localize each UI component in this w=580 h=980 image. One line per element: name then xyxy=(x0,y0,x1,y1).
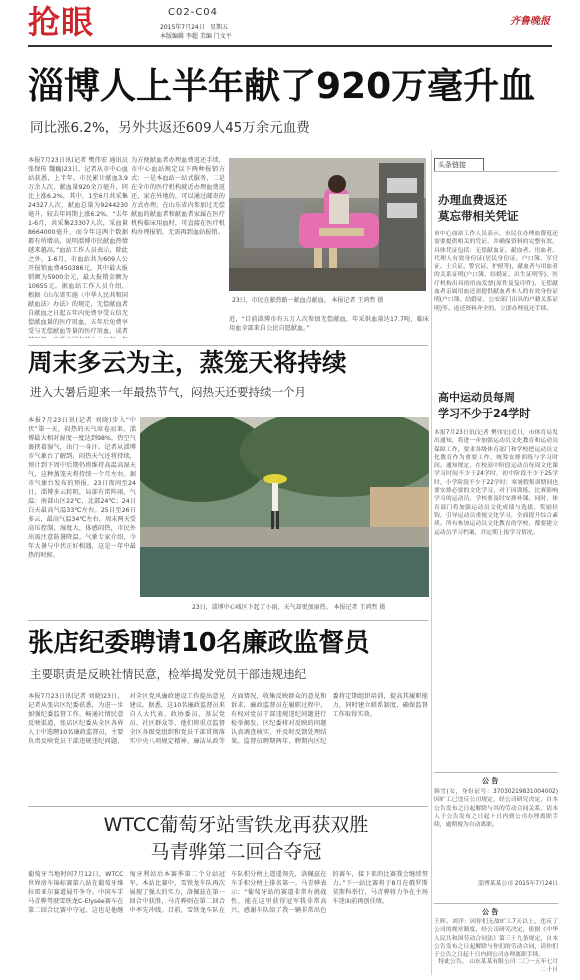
page-range: C02-C04 xyxy=(168,7,219,18)
notice2-body: 王晖、刘洋：因你们无故旷工7天以上，违反了公司的规章制度，经公司研究决定，依据《中华人民共和国劳动合同法》第三十九条规定，自本公告发布之日起解除与你们的劳动合同，请你们于公告之日起十日内到公司办理离职手续。 xyxy=(434,919,558,958)
story1-body-col1 xyxy=(28,156,128,338)
sidebar1-rule xyxy=(434,171,558,172)
sidebar1-body: 市中心血站工作人员表示，市民在办理血费返还需要提供相关的凭证，并确保资料的完整有效。具体凭证包括：无偿献血证、献血者、用血者、代理人有效身份证(居民身份证、户口簿、军官证、士兵证、警官证、护照等)，献血者与用血者的关系证明(户口簿、结婚证、出生证明等)，医疗机构出具的用血发票(原件及复印件)、无偿献血者亲属用血还需提供献血者本人的有效身份证明(户口簿、结婚证、公安部门出具的户籍关系证明)等。返还资料齐全的，立即办理返还手续。 xyxy=(434,231,558,312)
sidebar1-headline-2: 莫忘带相关凭证 xyxy=(438,209,519,223)
issue-date: 2015年7月24日 xyxy=(160,24,205,31)
sidebar2-headline-2: 学习不少于24学时 xyxy=(438,407,531,420)
story1-body-col2 xyxy=(131,156,225,338)
sidebar1-kicker: 头条链接 xyxy=(434,158,484,172)
sidebar1 xyxy=(434,158,558,340)
notice2-rule xyxy=(434,903,558,904)
story2-headline: 周末多云为主，蒸笼天将持续 xyxy=(28,348,347,377)
right-column-divider xyxy=(431,150,432,975)
notice1-sign: 淄博某某公司 2015年7月24日 xyxy=(478,881,558,887)
story3-text: 23日，记者从张店区纪委获悉，为进一步加强纪委监督工作，畅通社情民意反映渠道，张店区纪委从全区各界人士中选聘10名廉政监督员，主要负责反映党员干部违规违纪问题，对全区党风廉政建设工作提出意见建议。据悉，这10名廉政监督员来自人大代表、政协委员、基层党员、社区群众等，他们将重点监督全区各级党组织和党员干部贯彻落实中央八项规定精神、廉洁从政等方面情况，收集反映群众的意见和诉求。廉政监督员在履职过程中，有权对党员干部违规违纪问题进行检举揭发，区纪委将对反映的问题认真调查核实，并及时反馈处理结果。监督员聘期两年，聘期内区纪委将定期组织培训，提高其履职能力，同时建立联系制度，确保监督工作取得实效。 xyxy=(28,693,428,745)
story4-headline-1: WTCC葡萄牙站雪铁龙再获双胜 xyxy=(103,814,369,836)
sidebar2 xyxy=(434,345,558,690)
story3-subheadline: 主要职责是反映社情民意，检举揭发党员干部违规违纪 xyxy=(30,667,306,681)
masthead-rule xyxy=(28,45,552,47)
sidebar2-headline-1: 高中运动员每周 xyxy=(438,391,515,404)
notice2-sign: 特此公告。 山东某某有限公司 二〇一五年七月二十日 xyxy=(438,959,558,973)
story3-headline: 张店纪委聘请10名廉政监督员 xyxy=(28,628,370,658)
divider-2 xyxy=(28,620,428,621)
story1-side-quote: 近，“目前淄博市有五万人次参加无偿献血，年采供血量达17.7吨，临床用血全部来自公民自愿献血。” xyxy=(229,316,429,332)
divider-3 xyxy=(28,806,428,807)
story1-subheadline: 同比涨6.2%，另外共返还609人45万余元血费 xyxy=(30,120,310,136)
story2-photo xyxy=(140,417,429,597)
blood-donation-scene xyxy=(229,158,426,291)
story4-headline-2: 马青骅第二回合夺冠 xyxy=(150,841,322,863)
notice1-body: 韩雪(女，身份证号：37030219831004002)因旷工已违反公司规定，经公司研究决定，自本公告发布之日起解除与其的劳动合同关系，请本人于公告发布之日起十日内到公司办理离职手续，逾期视为自动离职。 xyxy=(434,789,558,829)
notice1-rule xyxy=(434,772,558,773)
story1-photo xyxy=(229,158,426,291)
story3-body xyxy=(28,692,428,804)
story2-subheadline: 进入大暑后迎来一年最热节气，闷热天还要持续一个月 xyxy=(30,385,306,399)
story2-text: 步入“中伏”第一天，闷热的天气席卷而来。淄博最大相对湿度一度达到98%，热空气裹挟着湿气，出门一身汗。记者从淄博市气象台了解到，闷热天气还将持续，预计到下周中后期仍将维持高温高湿天气，这种蒸笼天将持续一个月左右。据市气象台发布的预报，23日夜间至24日，淄博多云转阴，局部有雷阵雨，气温：南部山区22℃，北部24℃；24日白天最高气温33℃左右。25日至26日多云，最高气温34℃左右。周末两天受高压控制，湿度大，体感闷热，市民外出需注意防暑降温。气象专家介绍，今年大暑与中伏正好相遇，这是一年中最热的时候。 xyxy=(28,417,136,559)
story1-byline: 本报7月23日讯(记者 樊伟宏 通讯员 张保传 魏巍) xyxy=(28,157,128,173)
editor-line: 本版编辑 李超 美编 门文平 xyxy=(160,33,232,40)
story2-body xyxy=(28,416,136,596)
issue-weekday: 星期五 xyxy=(210,24,229,31)
story2-byline: 本报7月23日讯(记者 刘晓) xyxy=(28,417,112,424)
masthead xyxy=(0,0,580,48)
story1-photo-caption: 23日，市民在献热路一献血点献血。 本报记者 王鸿哲 摄 xyxy=(232,297,384,304)
paper-logo: 齐鲁晚报 xyxy=(510,16,550,27)
sidebar2-body: 本报7月23日讯(记者 樊伟宏)近日，市体育局发出通知，将进一步加强运动员文化教育和运动员保障工作，要求各级体育部门和学校把运动员文化教育作为重要工作，统筹安排训练与学习时间。通知规定，在校高中阶段运动员每周文化课学习时间不少于24学时，初中阶段不少于25学时，小学阶段不少于22学时；寒暑假集训期间也要安排必要的文化学习。对于因训练、比赛影响学习的运动员，学校要及时安排补课。同时，体育部门将加强运动员文化成绩与选拔、奖励挂钩，引导运动员重视文化学习，全面提升综合素质。所有参加运动员文化教育的学校，都要建立运动员学习档案，并定期上报学习情况。 xyxy=(434,430,558,536)
story3-byline: 本报7月23日讯(记者 刘晓) xyxy=(28,693,104,700)
notice1-title: 公 告 xyxy=(482,777,499,785)
sidebar1-headline-1: 办理血费返还 xyxy=(438,193,507,207)
story1-text-a: 23日，记者从市中心血站获悉，上半年，市民累计献血3.9万余人次，献血量920余万毫升，同比上涨6.2%，其中，1至6月共采集24327人次，献血总量为9244230毫升，较去年同期上涨6.2%。“去年1-6月，共采集23307人次，采血量8664000毫升，而今年这两个数据都有所增高，说明淄博市民献血热情越来越高。”血站工作人员表示，除此之外，1-6月，市血站共为609人公开报销血费450386元，其中最大报销额为5900余元，最大报销金额为10655元。据血站工作人员介绍，根据《山东省实施〈中华人民共和国献血法〉办法》的规定，无偿献血者自献血之日起五年内免费享受五倍无偿献血量的医疗用血，五年后免费享受与无偿献血等量的医疗用血，成者 xyxy=(28,166,128,335)
story1-headline: 淄博人上半年献了920万毫升血 xyxy=(28,66,536,107)
notices xyxy=(434,694,558,974)
section-title: 抢眼 xyxy=(28,3,95,41)
story1-text-b: 为方便献血者办理血费返还手续，市中心血站规定以下两种报销方式：一是本血站一站式服务，二是在全市的医疗机构就近办理血费返还，家在外地的，可以通过邮寄的方式办理。在山东省内参加过无偿献血的献血者和献血者家属在医疗机构临床用血时，可直接在医疗机构办理报销，无需再到血站报销。 xyxy=(131,157,225,236)
rainy-park-scene xyxy=(140,417,429,597)
story4-body: 葡萄牙当地时间7月12日，WTCC世界房车锦标赛第八站在葡萄牙维拉雷亚尔赛道展开争夺。中国车手马青骅驾驶雪铁龙C-Elysée赛车在第二回合比赛中夺冠，这也是他继匈牙利站后本赛季第二个分站冠军。本站比赛中，雪铁龙车队再次展现了强大的实力，洛佩兹在第一回合中获胜，马青骅则在第二回合中率先冲线。目前，雪铁龙车队在车队积分榜上遥遥领先，洛佩兹在车手积分榜上排名第一。马青骅表示：“葡萄牙站的赛道非常有挑战性，能在这里获得冠军我非常高兴，感谢车队给了我一辆非常出色的赛车，接下来的比赛我会继续努力。”下一站比赛将于8月在俄罗斯莫斯科举行，马青骅将力争在主场车迷面前再创佳绩。 xyxy=(28,871,428,914)
notice2-title: 公 告 xyxy=(482,908,499,916)
story2-photo-caption: 23日，淄博中心城区下起了小雨，天气却更加湿热。 本报记者 王鸿哲 摄 xyxy=(192,604,386,611)
